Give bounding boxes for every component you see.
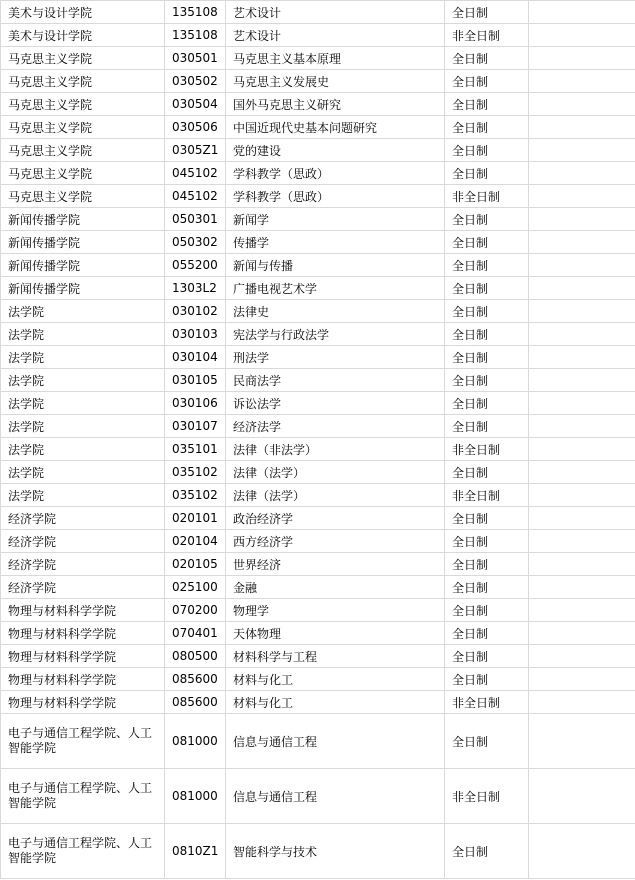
college-cell: 马克思主义学院 bbox=[1, 116, 165, 139]
major-code-cell: 135108 bbox=[165, 24, 226, 47]
major-name-cell: 法律（非法学） bbox=[226, 438, 445, 461]
major-name-cell: 艺术设计 bbox=[226, 24, 445, 47]
major-code-cell: 030106 bbox=[165, 392, 226, 415]
college-cell: 新闻传播学院 bbox=[1, 208, 165, 231]
study-mode-cell: 全日制 bbox=[445, 392, 529, 415]
table-row bbox=[1, 691, 635, 714]
empty-cell bbox=[529, 323, 635, 346]
study-mode-cell: 全日制 bbox=[445, 139, 529, 162]
college-cell: 法学院 bbox=[1, 415, 165, 438]
college-cell: 物理与材料科学学院 bbox=[1, 691, 165, 714]
major-code-cell: 030504 bbox=[165, 93, 226, 116]
empty-cell bbox=[529, 139, 635, 162]
major-name-cell: 信息与通信工程 bbox=[226, 769, 445, 824]
empty-cell bbox=[529, 553, 635, 576]
college-cell: 法学院 bbox=[1, 369, 165, 392]
major-name-cell: 信息与通信工程 bbox=[226, 714, 445, 769]
major-code-cell: 080500 bbox=[165, 645, 226, 668]
table-row bbox=[1, 599, 635, 622]
major-code-cell: 030501 bbox=[165, 47, 226, 70]
study-mode-cell: 全日制 bbox=[445, 824, 529, 879]
college-cell: 马克思主义学院 bbox=[1, 93, 165, 116]
study-mode-cell: 全日制 bbox=[445, 461, 529, 484]
major-code-cell: 030105 bbox=[165, 369, 226, 392]
major-code-cell: 081000 bbox=[165, 714, 226, 769]
study-mode-cell: 全日制 bbox=[445, 231, 529, 254]
table-row bbox=[1, 300, 635, 323]
major-name-cell: 物理学 bbox=[226, 599, 445, 622]
table-row bbox=[1, 231, 635, 254]
college-cell: 物理与材料科学学院 bbox=[1, 599, 165, 622]
major-code-cell: 055200 bbox=[165, 254, 226, 277]
major-name-cell: 国外马克思主义研究 bbox=[226, 93, 445, 116]
empty-cell bbox=[529, 392, 635, 415]
study-mode-cell: 非全日制 bbox=[445, 691, 529, 714]
college-cell: 法学院 bbox=[1, 461, 165, 484]
table-row bbox=[1, 415, 635, 438]
major-code-cell: 070401 bbox=[165, 622, 226, 645]
study-mode-cell: 全日制 bbox=[445, 323, 529, 346]
empty-cell bbox=[529, 24, 635, 47]
college-cell: 电子与通信工程学院、人工智能学院 bbox=[1, 824, 165, 879]
major-code-cell: 030506 bbox=[165, 116, 226, 139]
major-code-cell: 045102 bbox=[165, 162, 226, 185]
empty-cell bbox=[529, 599, 635, 622]
study-mode-cell: 全日制 bbox=[445, 346, 529, 369]
empty-cell bbox=[529, 70, 635, 93]
program-table-body bbox=[1, 1, 635, 879]
major-name-cell: 政治经济学 bbox=[226, 507, 445, 530]
study-mode-cell: 全日制 bbox=[445, 300, 529, 323]
college-cell: 马克思主义学院 bbox=[1, 162, 165, 185]
college-cell: 经济学院 bbox=[1, 553, 165, 576]
table-row bbox=[1, 185, 635, 208]
table-row bbox=[1, 576, 635, 599]
empty-cell bbox=[529, 415, 635, 438]
college-cell: 法学院 bbox=[1, 346, 165, 369]
study-mode-cell: 全日制 bbox=[445, 553, 529, 576]
major-code-cell: 020104 bbox=[165, 530, 226, 553]
college-cell: 新闻传播学院 bbox=[1, 254, 165, 277]
major-name-cell: 西方经济学 bbox=[226, 530, 445, 553]
major-code-cell: 030103 bbox=[165, 323, 226, 346]
empty-cell bbox=[529, 254, 635, 277]
major-code-cell: 0305Z1 bbox=[165, 139, 226, 162]
empty-cell bbox=[529, 231, 635, 254]
college-cell: 美术与设计学院 bbox=[1, 24, 165, 47]
major-code-cell: 020101 bbox=[165, 507, 226, 530]
major-name-cell: 天体物理 bbox=[226, 622, 445, 645]
study-mode-cell: 全日制 bbox=[445, 599, 529, 622]
table-row bbox=[1, 507, 635, 530]
table-row bbox=[1, 1, 635, 24]
major-name-cell: 经济法学 bbox=[226, 415, 445, 438]
empty-cell bbox=[529, 769, 635, 824]
college-cell: 马克思主义学院 bbox=[1, 47, 165, 70]
major-name-cell: 艺术设计 bbox=[226, 1, 445, 24]
college-cell: 物理与材料科学学院 bbox=[1, 622, 165, 645]
table-row bbox=[1, 139, 635, 162]
table-row bbox=[1, 323, 635, 346]
empty-cell bbox=[529, 484, 635, 507]
major-name-cell: 中国近现代史基本问题研究 bbox=[226, 116, 445, 139]
study-mode-cell: 全日制 bbox=[445, 622, 529, 645]
major-name-cell: 传播学 bbox=[226, 231, 445, 254]
major-name-cell: 马克思主义发展史 bbox=[226, 70, 445, 93]
study-mode-cell: 全日制 bbox=[445, 576, 529, 599]
study-mode-cell: 非全日制 bbox=[445, 484, 529, 507]
major-code-cell: 085600 bbox=[165, 691, 226, 714]
major-code-cell: 035101 bbox=[165, 438, 226, 461]
major-name-cell: 党的建设 bbox=[226, 139, 445, 162]
major-code-cell: 085600 bbox=[165, 668, 226, 691]
major-name-cell: 法律（法学） bbox=[226, 484, 445, 507]
major-name-cell: 新闻与传播 bbox=[226, 254, 445, 277]
study-mode-cell: 全日制 bbox=[445, 645, 529, 668]
empty-cell bbox=[529, 576, 635, 599]
empty-cell bbox=[529, 208, 635, 231]
table-row bbox=[1, 824, 635, 879]
college-cell: 马克思主义学院 bbox=[1, 70, 165, 93]
major-name-cell: 材料科学与工程 bbox=[226, 645, 445, 668]
empty-cell bbox=[529, 530, 635, 553]
empty-cell bbox=[529, 369, 635, 392]
empty-cell bbox=[529, 714, 635, 769]
study-mode-cell: 全日制 bbox=[445, 369, 529, 392]
major-name-cell: 学科教学（思政） bbox=[226, 162, 445, 185]
major-code-cell: 030102 bbox=[165, 300, 226, 323]
empty-cell bbox=[529, 824, 635, 879]
table-row bbox=[1, 24, 635, 47]
empty-cell bbox=[529, 507, 635, 530]
table-row bbox=[1, 254, 635, 277]
college-cell: 法学院 bbox=[1, 392, 165, 415]
study-mode-cell: 全日制 bbox=[445, 668, 529, 691]
major-name-cell: 诉讼法学 bbox=[226, 392, 445, 415]
major-code-cell: 035102 bbox=[165, 484, 226, 507]
study-mode-cell: 全日制 bbox=[445, 162, 529, 185]
major-name-cell: 材料与化工 bbox=[226, 691, 445, 714]
college-cell: 法学院 bbox=[1, 438, 165, 461]
study-mode-cell: 全日制 bbox=[445, 714, 529, 769]
major-name-cell: 民商法学 bbox=[226, 369, 445, 392]
major-name-cell: 学科教学（思政） bbox=[226, 185, 445, 208]
empty-cell bbox=[529, 622, 635, 645]
table-row bbox=[1, 346, 635, 369]
major-name-cell: 法律（法学） bbox=[226, 461, 445, 484]
major-code-cell: 030502 bbox=[165, 70, 226, 93]
empty-cell bbox=[529, 346, 635, 369]
major-code-cell: 025100 bbox=[165, 576, 226, 599]
empty-cell bbox=[529, 1, 635, 24]
major-code-cell: 081000 bbox=[165, 769, 226, 824]
table-row bbox=[1, 438, 635, 461]
empty-cell bbox=[529, 116, 635, 139]
college-cell: 法学院 bbox=[1, 484, 165, 507]
study-mode-cell: 全日制 bbox=[445, 277, 529, 300]
major-name-cell: 新闻学 bbox=[226, 208, 445, 231]
empty-cell bbox=[529, 300, 635, 323]
major-name-cell: 材料与化工 bbox=[226, 668, 445, 691]
major-code-cell: 020105 bbox=[165, 553, 226, 576]
college-cell: 经济学院 bbox=[1, 507, 165, 530]
study-mode-cell: 全日制 bbox=[445, 70, 529, 93]
major-name-cell: 世界经济 bbox=[226, 553, 445, 576]
college-cell: 新闻传播学院 bbox=[1, 231, 165, 254]
college-cell: 电子与通信工程学院、人工智能学院 bbox=[1, 714, 165, 769]
study-mode-cell: 全日制 bbox=[445, 1, 529, 24]
college-cell: 物理与材料科学学院 bbox=[1, 668, 165, 691]
empty-cell bbox=[529, 691, 635, 714]
study-mode-cell: 全日制 bbox=[445, 47, 529, 70]
major-name-cell: 广播电视艺术学 bbox=[226, 277, 445, 300]
major-name-cell: 刑法学 bbox=[226, 346, 445, 369]
study-mode-cell: 全日制 bbox=[445, 93, 529, 116]
major-code-cell: 050301 bbox=[165, 208, 226, 231]
empty-cell bbox=[529, 162, 635, 185]
table-row bbox=[1, 369, 635, 392]
major-code-cell: 035102 bbox=[165, 461, 226, 484]
table-row bbox=[1, 668, 635, 691]
table-row bbox=[1, 208, 635, 231]
study-mode-cell: 非全日制 bbox=[445, 24, 529, 47]
table-row bbox=[1, 461, 635, 484]
table-row bbox=[1, 277, 635, 300]
college-cell: 马克思主义学院 bbox=[1, 185, 165, 208]
table-row bbox=[1, 769, 635, 824]
empty-cell bbox=[529, 668, 635, 691]
study-mode-cell: 全日制 bbox=[445, 507, 529, 530]
empty-cell bbox=[529, 645, 635, 668]
empty-cell bbox=[529, 185, 635, 208]
table-row bbox=[1, 714, 635, 769]
empty-cell bbox=[529, 277, 635, 300]
table-row bbox=[1, 162, 635, 185]
study-mode-cell: 非全日制 bbox=[445, 769, 529, 824]
empty-cell bbox=[529, 47, 635, 70]
empty-cell bbox=[529, 93, 635, 116]
college-cell: 马克思主义学院 bbox=[1, 139, 165, 162]
college-cell: 电子与通信工程学院、人工智能学院 bbox=[1, 769, 165, 824]
study-mode-cell: 非全日制 bbox=[445, 438, 529, 461]
study-mode-cell: 全日制 bbox=[445, 530, 529, 553]
major-code-cell: 030107 bbox=[165, 415, 226, 438]
table-row bbox=[1, 116, 635, 139]
major-code-cell: 070200 bbox=[165, 599, 226, 622]
table-row bbox=[1, 392, 635, 415]
table-row bbox=[1, 645, 635, 668]
college-cell: 经济学院 bbox=[1, 576, 165, 599]
study-mode-cell: 非全日制 bbox=[445, 185, 529, 208]
major-name-cell: 宪法学与行政法学 bbox=[226, 323, 445, 346]
table-row bbox=[1, 47, 635, 70]
empty-cell bbox=[529, 461, 635, 484]
major-name-cell: 金融 bbox=[226, 576, 445, 599]
empty-cell bbox=[529, 438, 635, 461]
study-mode-cell: 全日制 bbox=[445, 116, 529, 139]
major-code-cell: 1303L2 bbox=[165, 277, 226, 300]
major-code-cell: 0810Z1 bbox=[165, 824, 226, 879]
major-code-cell: 045102 bbox=[165, 185, 226, 208]
major-code-cell: 135108 bbox=[165, 1, 226, 24]
major-name-cell: 法律史 bbox=[226, 300, 445, 323]
table-row bbox=[1, 530, 635, 553]
table-row bbox=[1, 622, 635, 645]
table-row bbox=[1, 93, 635, 116]
major-name-cell: 智能科学与技术 bbox=[226, 824, 445, 879]
college-cell: 美术与设计学院 bbox=[1, 1, 165, 24]
college-cell: 法学院 bbox=[1, 323, 165, 346]
table-row bbox=[1, 484, 635, 507]
major-code-cell: 050302 bbox=[165, 231, 226, 254]
major-name-cell: 马克思主义基本原理 bbox=[226, 47, 445, 70]
college-cell: 经济学院 bbox=[1, 530, 165, 553]
table-row bbox=[1, 553, 635, 576]
college-cell: 法学院 bbox=[1, 300, 165, 323]
table-row bbox=[1, 70, 635, 93]
college-cell: 物理与材料科学学院 bbox=[1, 645, 165, 668]
study-mode-cell: 全日制 bbox=[445, 415, 529, 438]
study-mode-cell: 全日制 bbox=[445, 208, 529, 231]
college-cell: 新闻传播学院 bbox=[1, 277, 165, 300]
major-code-cell: 030104 bbox=[165, 346, 226, 369]
study-mode-cell: 全日制 bbox=[445, 254, 529, 277]
